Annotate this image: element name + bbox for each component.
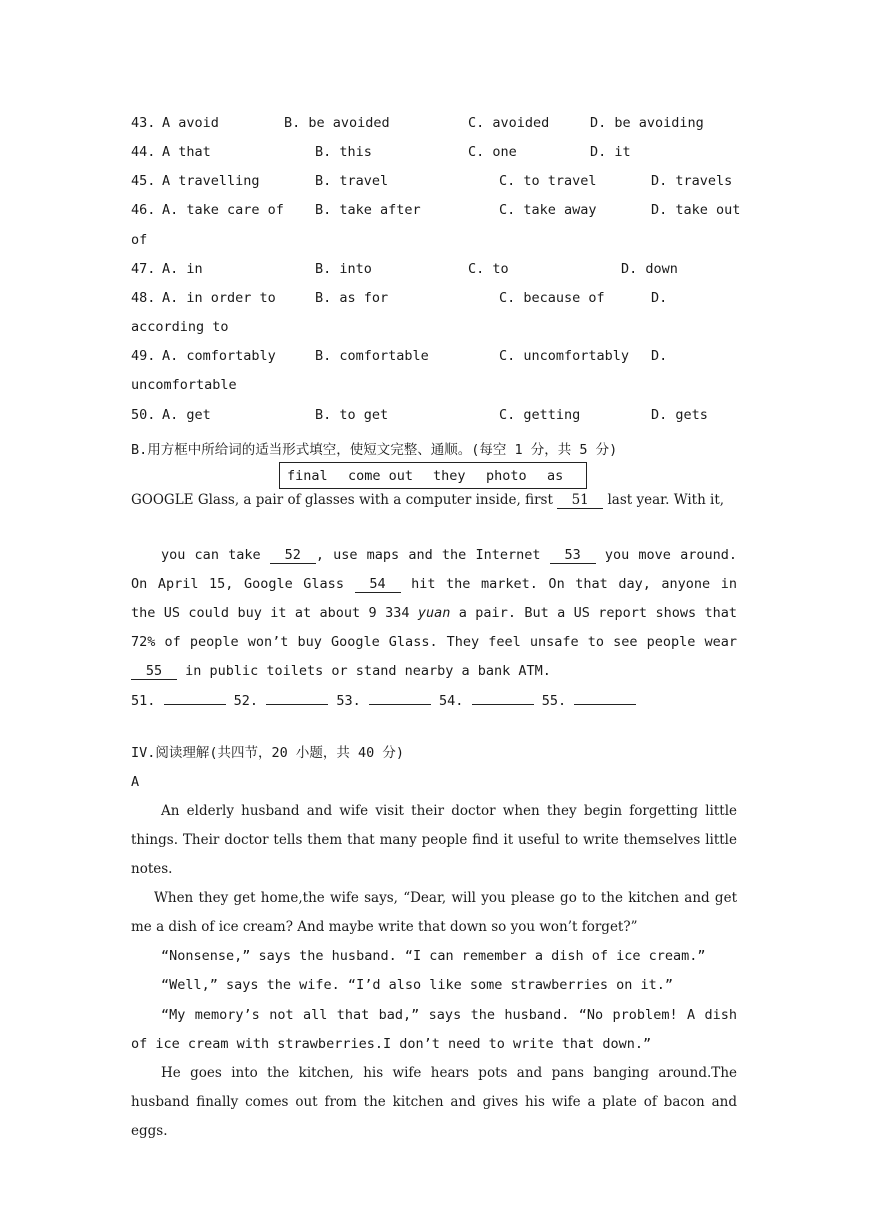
blank-label: 55. bbox=[541, 693, 567, 709]
option-a: A that bbox=[162, 144, 211, 160]
option-a: A. take care of bbox=[162, 202, 284, 218]
option-b: B. into bbox=[315, 261, 372, 277]
option-d: D. be avoiding bbox=[590, 115, 704, 131]
text: “My memory’s not all that bad,” says the husband. “No problem! A dish of ice cream with strawberries.I don’t need to write that down.” bbox=[131, 1007, 737, 1052]
question-number: 49. bbox=[131, 348, 156, 364]
option-b: B. to get bbox=[315, 407, 389, 423]
text: a pair. But a US report shows that 72% of people won’t buy Google Glass. They feel unsafe to see people wear bbox=[131, 605, 737, 650]
box-word: photo bbox=[486, 468, 527, 484]
text: GOOGLE Glass, a pair of glasses with a computer inside, first bbox=[131, 492, 558, 508]
answer-line bbox=[164, 704, 226, 705]
text: “Nonsense,” says the husband. “I can remember a dish of ice cream.” bbox=[161, 948, 706, 964]
blank-label: 53. bbox=[336, 693, 361, 709]
option-d: D. it bbox=[590, 144, 631, 160]
text: He goes into the kitchen, his wife hears pots and pans banging around.The husband finally comes out from the kitchen and gives his wife a plate of bacon and eggs. bbox=[131, 1065, 737, 1139]
option-c: C. uncomfortably bbox=[499, 348, 630, 364]
part-label: A bbox=[131, 774, 140, 790]
question-number: 43. bbox=[131, 115, 156, 131]
reading-paragraph-2 bbox=[131, 884, 737, 942]
answer-line bbox=[369, 704, 431, 705]
text: you can take bbox=[161, 547, 270, 563]
question-number: 46. bbox=[131, 202, 156, 218]
option-d: D. travels bbox=[651, 173, 733, 189]
text: last year. With it, bbox=[603, 492, 725, 508]
option-wrap: of bbox=[131, 232, 148, 248]
text: When they get home,the wife says, “Dear, will you please go to the kitchen and get me a dish of ice cream? And maybe write that down so you won’t forget?” bbox=[131, 890, 737, 935]
option-wrap: uncomfortable bbox=[131, 377, 237, 393]
question-number: 48. bbox=[131, 290, 156, 306]
option-d: D. down bbox=[621, 261, 678, 277]
box-word: as bbox=[547, 468, 564, 484]
section-b-heading: B.用方框中所给词的适当形式填空，使短文完整、通顺。(每空 1 分，共 5 分) bbox=[131, 442, 618, 458]
reading-paragraph-6 bbox=[131, 1059, 737, 1146]
option-d: D. gets bbox=[651, 407, 708, 423]
answer-line bbox=[266, 704, 328, 705]
option-c: C. take away bbox=[499, 202, 597, 218]
option-a: A. in order to bbox=[162, 290, 276, 306]
box-word: final bbox=[287, 468, 328, 484]
blank-55: 55 bbox=[131, 663, 177, 680]
blank-label: 52. bbox=[233, 693, 259, 709]
reading-paragraph-1 bbox=[131, 797, 737, 884]
option-c: C. because of bbox=[499, 290, 605, 306]
option-c: C. getting bbox=[499, 407, 581, 423]
option-a: A avoid bbox=[162, 115, 219, 131]
option-c: C. to travel bbox=[499, 173, 597, 189]
option-a: A travelling bbox=[162, 173, 260, 189]
blank-label: 54. bbox=[439, 693, 464, 709]
blank-52: 52 bbox=[270, 547, 316, 564]
option-c: C. one bbox=[468, 144, 517, 160]
reading-paragraph-5 bbox=[131, 1001, 737, 1059]
option-a: A. in bbox=[162, 261, 203, 277]
text: you move around. On April 15, Google Glass bbox=[131, 547, 738, 592]
reading-paragraph-4 bbox=[131, 971, 737, 1000]
question-number: 47. bbox=[131, 261, 156, 277]
blank-51: 51 bbox=[557, 492, 603, 509]
text: An elderly husband and wife visit their doctor when they begin forgetting little things. Their doctor tells them that many people find it useful to write themselves little notes. bbox=[131, 803, 737, 877]
yuan-word: yuan bbox=[417, 605, 451, 621]
text: “Well,” says the wife. “I’d also like some strawberries on it.” bbox=[161, 977, 674, 993]
question-number: 50. bbox=[131, 407, 156, 423]
option-b: B. take after bbox=[315, 202, 421, 218]
option-b: B. this bbox=[315, 144, 372, 160]
section-b-paragraph-2 bbox=[131, 541, 737, 686]
option-a: A. comfortably bbox=[162, 348, 276, 364]
option-d: D. bbox=[651, 348, 668, 364]
option-c: C. avoided bbox=[468, 115, 550, 131]
blank-label: 51. bbox=[131, 693, 156, 709]
text: , use maps and the Internet bbox=[315, 547, 550, 563]
reading-paragraph-3 bbox=[131, 942, 737, 971]
answer-blanks bbox=[131, 692, 636, 710]
option-b: B. be avoided bbox=[284, 115, 390, 131]
box-word: come out bbox=[348, 468, 414, 484]
option-a: A. get bbox=[162, 407, 211, 423]
option-c: C. to bbox=[468, 261, 509, 277]
question-number: 44. bbox=[131, 144, 156, 160]
answer-line bbox=[574, 704, 636, 705]
option-b: B. as for bbox=[315, 290, 389, 306]
option-b: B. comfortable bbox=[315, 348, 429, 364]
section-b-paragraph-1 bbox=[131, 489, 737, 512]
answer-line bbox=[472, 704, 534, 705]
text: hit the market. On that day, anyone in the US could buy it at about 9 334 bbox=[131, 576, 737, 621]
section-iv-heading: IV.阅读理解(共四节，20 小题，共 40 分) bbox=[131, 745, 405, 761]
blank-53: 53 bbox=[550, 547, 596, 564]
blank-54: 54 bbox=[355, 576, 401, 593]
question-number: 45. bbox=[131, 173, 156, 189]
option-b: B. travel bbox=[315, 173, 389, 189]
option-wrap: according to bbox=[131, 319, 229, 335]
option-d: D. bbox=[651, 290, 668, 306]
option-d: D. take out bbox=[651, 202, 741, 218]
box-word: they bbox=[433, 468, 466, 484]
text: in public toilets or stand nearby a bank ATM. bbox=[177, 663, 551, 679]
